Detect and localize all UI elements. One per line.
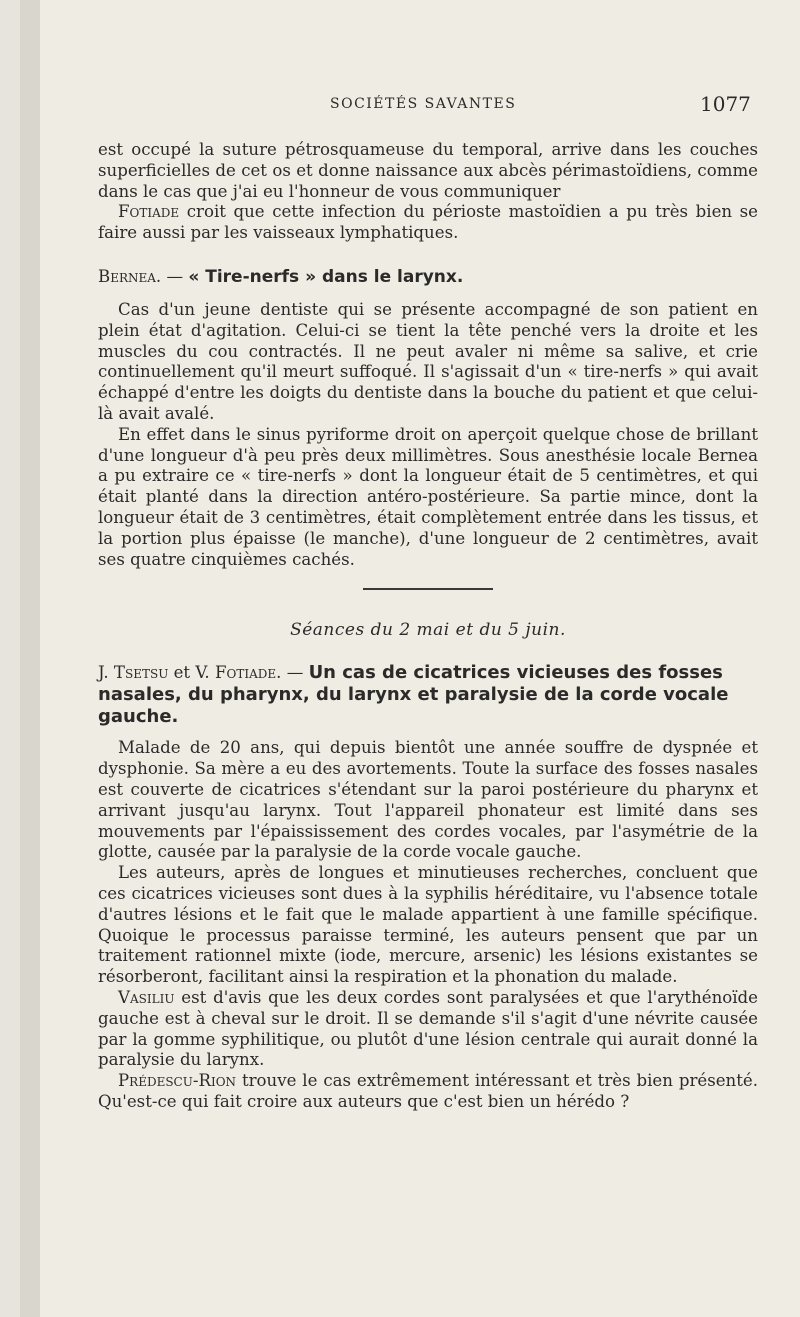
paragraph-text: croit que cette infection du périoste mastoïdien a pu très bien se faire aussi par les vaisseaux lymphatiques. <box>98 202 758 243</box>
paragraph-fotiade <box>98 202 758 244</box>
paragraph-patient: Malade de 20 ans, qui depuis bientôt une année souffre de dyspnée et dysphonie. Sa mère a eu des avortements. Toute la surface des fosses nasales est couverte de cicatrices s'étendant sur la paroi postérieure du pharynx et arrivant jusqu'au larynx. Tout l'appareil phonateur est limité dans ses mouvements par l'épaississement des cordes vocales, par l'asymétrie de la glotte, causée par la paralysie de la corde vocale gauche. <box>98 738 758 862</box>
article-body <box>98 140 758 1113</box>
author-initial: J. <box>98 663 114 683</box>
page <box>20 0 800 1317</box>
paragraph-continuation: est occupé la suture pétrosquameuse du temporal, arrive dans les couches superficielles de cet os et donne naissance aux abcès périmastoïdiens, comme dans le cas que j'ai eu l'honneur de vous communiquer <box>98 140 758 201</box>
section-divider <box>363 588 493 590</box>
author-name: Fotiade <box>214 663 277 683</box>
paragraph-case: Cas d'un jeune dentiste qui se présente accompagné de son patient en plein état d'agitation. Celui-ci se tient la tête penché vers la droite et les muscles du cou contractés. Il ne peut avaler ni même sa salive, et crie continuellement qu'il meurt suffoqué. Il s'agissait d'un « tire-nerfs » qui avait échappé d'entre les doigts du dentiste dans la bouche du patient et que celui-là avait avalé. <box>98 299 758 423</box>
heading-separator: . — <box>155 266 189 286</box>
paragraph-text: est d'avis que les deux cordes sont paralysées et que l'arythénoïde gauche est à cheval sur le droit. Il se demande s'il s'agit d'une névrite causée par la gomme syphilitique, ou plutôt d'une lésion centrale qui aurait donné la paralysie du larynx. <box>98 987 758 1070</box>
author-name: Vasiliu <box>118 987 175 1007</box>
author-name: Bernea <box>98 266 156 286</box>
heading-title: « Tire-nerfs » dans le larynx. <box>188 266 464 287</box>
page-number: 1077 <box>700 92 751 116</box>
running-title: SOCIÉTÉS SAVANTES <box>330 96 517 112</box>
author-name: Tsetsu <box>113 663 169 683</box>
section-heading-tsetsu <box>98 662 758 728</box>
author-join: et V. <box>168 663 215 683</box>
session-title: Séances du 2 mai et du 5 juin. <box>290 620 566 641</box>
paragraph-vasiliu <box>98 988 758 1071</box>
paragraph-extraction: En effet dans le sinus pyriforme droit on aperçoit quelque chose de brillant d'une longueur d'à peu près deux millimètres. Sous anesthésie locale Bernea a pu extraire ce « tire-nerfs » dont la longueur était de 5 centimètres, et qui était planté dans la direction antéro-postérieure. Sa partie mince, dont la longueur était de 3 centimètres, était complètement entrée dans les tissus, et la portion plus épaisse (le manche), d'une longueur de 2 centimètres, avait ses quatre cinquièmes cachés. <box>98 424 758 569</box>
author-name: Prédescu-Rion <box>118 1071 237 1091</box>
section-heading-bernea <box>98 266 758 288</box>
heading-separator: . — <box>276 663 309 683</box>
paragraph-text: trouve le cas extrêmement intéressant et très bien présenté. Qu'est-ce qui fait croire aux auteurs que c'est bien un hérédo ? <box>98 1071 758 1111</box>
author-name: Fotiade <box>118 202 180 222</box>
paragraph-conclusion: Les auteurs, après de longues et minutieuses recherches, concluent que ces cicatrices vicieuses sont dues à la syphilis héréditaire, vu l'absence totale d'autres lésions et le fait que le malade appartient à une famille spécifique. Quoique le processus paraisse terminé, les auteurs pensent que par un traitement rationnel mixte (iode, mercure, arsenic) les lésions existantes se résorberont, facilitant ainsi la respiration et la phonation du malade. <box>98 863 758 987</box>
paragraph-predescu <box>98 1071 758 1113</box>
page-edge-shadow <box>20 0 40 1317</box>
page-header <box>20 92 800 122</box>
heading-title: Un cas de cicatrices vicieuses des fosses nasales, du pharynx, du larynx et paralysie de la corde vocale gauche. <box>98 662 729 728</box>
